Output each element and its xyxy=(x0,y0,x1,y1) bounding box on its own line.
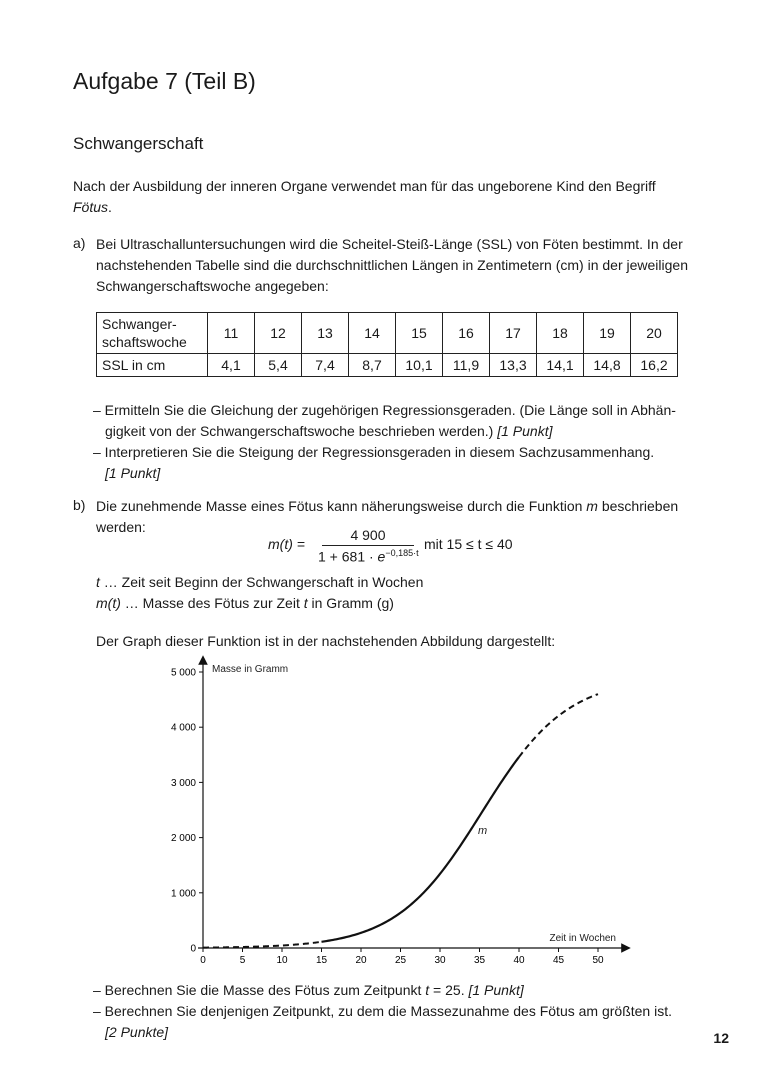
table-header-weeks xyxy=(97,313,208,354)
definition-m xyxy=(96,593,736,614)
x-tick-label: 30 xyxy=(434,955,446,966)
table-cell: 17 xyxy=(490,313,537,354)
part-b-task-2-points: [2 Punkte] xyxy=(105,1024,169,1040)
variable-definitions xyxy=(96,572,736,614)
definition-m-text-b: in Gramm (g) xyxy=(307,595,394,611)
table-cell: 5,4 xyxy=(255,354,302,377)
curve-m-dashed-end xyxy=(519,694,598,757)
formula-lhs-text: m(t) = xyxy=(268,536,305,552)
part-a-task-1-line1: – Ermitteln Sie die Gleichung der zugehörigen Regressionsgeraden. (Die Länge soll in Abhän- xyxy=(93,402,676,418)
section-title: Schwangerschaft xyxy=(73,134,204,153)
part-b-line1: Die zunehmende Masse eines Fötus kann näherungsweise durch die Funktion xyxy=(96,498,583,514)
part-b-tasks xyxy=(93,980,713,1043)
part-a-line-3: Schwangerschaftswoche angegeben: xyxy=(96,278,329,294)
formula-den-e: e xyxy=(377,548,386,565)
table-header-weeks-line2: schaftswoche xyxy=(102,334,187,350)
page-title: Aufgabe 7 (Teil B) xyxy=(73,68,256,94)
table-header-ssl: SSL in cm xyxy=(97,354,208,377)
table-cell: 14 xyxy=(349,313,396,354)
definition-t-text: … Zeit seit Beginn der Schwangerschaft in Wochen xyxy=(99,574,424,590)
formula-lhs xyxy=(268,536,305,552)
part-b-task-1-value: = 25. xyxy=(429,982,465,998)
table-cell: 4,1 xyxy=(208,354,255,377)
table-cell: 12 xyxy=(255,313,302,354)
x-tick-label: 40 xyxy=(513,955,525,966)
table-cell: 7,4 xyxy=(302,354,349,377)
y-tick-label: 5 000 xyxy=(170,667,196,679)
table-cell: 16,2 xyxy=(631,354,678,377)
table-cell: 14,1 xyxy=(537,354,584,377)
table-cell: 19 xyxy=(584,313,631,354)
definition-m-var: m(t) xyxy=(96,595,121,611)
definition-m-var2: t xyxy=(303,595,308,611)
definition-t xyxy=(96,572,736,593)
table-cell: 11,9 xyxy=(443,354,490,377)
table-cell: 13,3 xyxy=(490,354,537,377)
curve-m-dashed-start xyxy=(203,942,322,948)
formula-numerator: 4 900 xyxy=(322,527,414,546)
part-a-task-1-points: [1 Punkt] xyxy=(497,423,553,439)
formula-fraction xyxy=(318,527,418,565)
table-cell: 14,8 xyxy=(584,354,631,377)
curve-label-m: m xyxy=(478,825,488,837)
formula-denominator xyxy=(318,546,418,565)
part-b-line1-end: beschrieben xyxy=(601,498,679,514)
part-a-task-2 xyxy=(93,442,713,484)
formula-condition: mit 15 ≤ t ≤ 40 xyxy=(424,536,513,552)
table-cell: 18 xyxy=(537,313,584,354)
part-b-task-1-text: – Berechnen Sie die Masse des Fötus zum Zeitpunkt xyxy=(93,982,426,998)
intro-paragraph xyxy=(73,176,713,218)
part-a-task-2-points: [1 Punkt] xyxy=(105,465,161,481)
part-b-task-2 xyxy=(93,1001,713,1043)
formula-den-exponent: −0,185·t xyxy=(385,548,419,558)
table-cell: 13 xyxy=(302,313,349,354)
part-b-task-2-line1: – Berechnen Sie denjenigen Zeitpunkt, zu dem die Massezunahme des Fötus am größten ist. xyxy=(93,1003,672,1019)
part-a-tasks xyxy=(93,400,713,484)
part-a-marker: a) xyxy=(73,235,86,251)
part-a-line-1: Bei Ultraschalluntersuchungen wird die Scheitel-Steiß-Länge (SSL) von Föten bestimmt. In der xyxy=(96,236,683,252)
table-cell: 10,1 xyxy=(396,354,443,377)
x-tick-label: 10 xyxy=(276,955,288,966)
curve-m-solid xyxy=(322,757,520,942)
part-a-line-2: nachstehenden Tabelle sind die durchschnittlichen Längen in Zentimetern (cm) in der jeweiligen xyxy=(96,257,688,273)
table-cell: 15 xyxy=(396,313,443,354)
part-b-task-1 xyxy=(93,980,713,1001)
x-axis-label: Zeit in Wochen xyxy=(549,933,616,944)
part-a-task-1 xyxy=(93,400,713,442)
table-row-weeks xyxy=(97,313,678,354)
part-b-task-1-points: [1 Punkt] xyxy=(468,982,524,998)
x-tick-label: 15 xyxy=(315,955,328,966)
x-tick-label: 45 xyxy=(552,955,565,966)
graph-intro: Der Graph dieser Funktion ist in der nachstehenden Abbildung dargestellt: xyxy=(96,633,556,649)
table-cell: 20 xyxy=(631,313,678,354)
table-row-ssl xyxy=(97,354,678,377)
part-a-text xyxy=(96,234,736,297)
table-cell: 11 xyxy=(208,313,255,354)
y-tick-label: 3 000 xyxy=(170,777,196,789)
y-tick-label: 4 000 xyxy=(170,722,196,734)
mass-chart xyxy=(160,650,640,970)
x-tick-label: 25 xyxy=(394,955,407,966)
x-tick-label: 35 xyxy=(473,955,486,966)
definition-t-var: t xyxy=(96,574,100,590)
y-tick-label: 0 xyxy=(190,943,196,955)
part-b-marker: b) xyxy=(73,497,86,513)
part-a-task-2-line1: – Interpretieren Sie die Steigung der Regressionsgeraden in diesem Sachzusammenhang. xyxy=(93,444,655,460)
definition-m-text-a: … Masse des Fötus zur Zeit xyxy=(120,595,304,611)
y-tick-label: 2 000 xyxy=(170,833,196,845)
x-tick-label: 0 xyxy=(200,955,206,966)
table-cell: 8,7 xyxy=(349,354,396,377)
formula-den-base: 1 + 681 · xyxy=(318,548,378,565)
part-a-task-1-line2: gigkeit von der Schwangerschaftswoche beschrieben werden.) xyxy=(105,423,494,439)
x-tick-label: 20 xyxy=(355,955,367,966)
ssl-table xyxy=(96,312,678,377)
intro-term: Fötus xyxy=(73,199,109,215)
y-tick-label: 1 000 xyxy=(170,888,196,900)
page-number: 12 xyxy=(713,1030,729,1046)
table-header-weeks-line1: Schwanger- xyxy=(102,316,177,332)
part-b-task-1-var: t xyxy=(425,982,430,998)
y-axis-label: Masse in Gramm xyxy=(212,664,289,675)
x-tick-label: 5 xyxy=(239,955,246,966)
part-b-line1-var: m xyxy=(586,498,598,514)
x-tick-label: 50 xyxy=(592,955,604,966)
part-b-line2: werden: xyxy=(96,519,146,535)
intro-text: Nach der Ausbildung der inneren Organe verwendet man für das ungeborene Kind den Begriff xyxy=(73,178,656,194)
table-cell: 16 xyxy=(443,313,490,354)
intro-end: . xyxy=(108,199,112,215)
